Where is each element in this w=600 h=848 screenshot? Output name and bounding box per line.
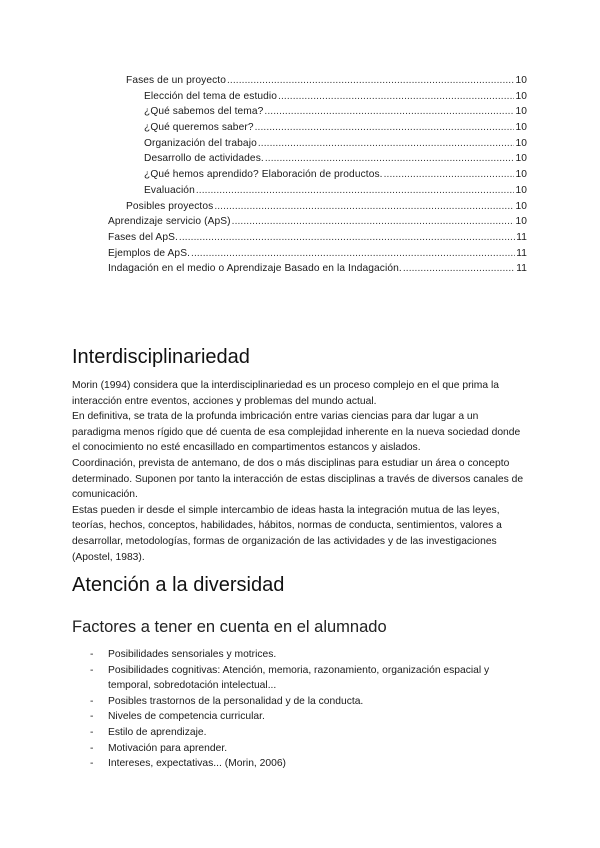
paragraph: En definitiva, se trata de la profunda imbricación entre varias ciencias para dar lugar a un paradigma menos rígido que dé cuenta de esa complejidad inherente en la nueva sociedad donde el conocimiento no esté encasillado en compartimentos estancos y aislados.: [72, 411, 521, 454]
section-interdisciplinariedad: [72, 345, 528, 565]
toc-leader-dots: [191, 246, 515, 262]
toc-leader-dots: [196, 183, 515, 199]
toc-entry[interactable]: [144, 136, 527, 152]
toc-entry[interactable]: [108, 246, 527, 262]
toc-leader-dots: [384, 167, 515, 183]
dash-bullet-icon: -: [90, 664, 94, 676]
toc-page-number: 10: [515, 200, 527, 212]
dash-bullet-icon: -: [90, 649, 94, 660]
toc-leader-dots: [258, 136, 515, 152]
toc-entry-text: Ejemplos de ApS.: [108, 247, 191, 259]
toc-page-number: 11: [516, 263, 527, 275]
toc-page-number: 10: [515, 122, 527, 134]
list-item: [72, 725, 528, 741]
toc-leader-dots: [179, 230, 515, 246]
section-heading: Atención a la diversidad: [72, 574, 285, 596]
toc-entry[interactable]: [108, 230, 527, 246]
toc-entry[interactable]: [108, 214, 527, 230]
subsection-heading: Factores a tener en cuenta en el alumnado: [72, 618, 387, 636]
paragraph: Morin (1994) considera que la interdisciplinariedad es un proceso complejo en el que prima la interacción entre eventos, acciones y problemas del mundo actual.: [72, 380, 499, 407]
dash-bullet-icon: -: [90, 742, 94, 754]
toc-page-number: 11: [516, 231, 527, 243]
list-item-text: Niveles de competencia curricular.: [108, 711, 265, 723]
toc-leader-dots: [214, 199, 514, 215]
toc-entry-text: ¿Qué queremos saber?: [144, 122, 254, 134]
toc-entry-text: ¿Qué hemos aprendido? Elaboración de productos.: [144, 169, 383, 181]
table-of-contents: [0, 73, 600, 277]
list-item: [72, 741, 528, 757]
toc-entry[interactable]: [126, 199, 527, 215]
paragraph: Estas pueden ir desde el simple intercambio de ideas hasta la integración mutua de las leyes, teorías, hechos, conceptos, habilidades, hábitos, normas de conducta, sentimientos, valores a desarrollar, metodologías, formas de organización de las actividades y de las investigaciones (Apostel, 1983).: [72, 504, 502, 563]
list-item-text: Motivación para aprender.: [108, 742, 228, 754]
toc-entry-text: Posibles proyectos: [126, 200, 214, 212]
toc-page-number: 10: [515, 216, 527, 228]
toc-leader-dots: [232, 214, 515, 230]
section-atencion-diversidad: [72, 573, 528, 772]
toc-entry-text: Evaluación: [144, 184, 195, 196]
paragraph: Coordinación, prevista de antemano, de dos o más disciplinas para estudiar un área o concepto determinado. Suponen por tanto la interacción de estas disciplinas a través de diversos canales de comunicación.: [72, 457, 524, 501]
toc-entry[interactable]: [144, 183, 527, 199]
list-item-text: Posibilidades cognitivas: Atención, memoria, razonamiento, organización espacial y temporal, sobredotación intelectual...: [108, 664, 490, 692]
toc-entry[interactable]: [144, 167, 527, 183]
toc-page-number: 10: [515, 90, 527, 102]
toc-leader-dots: [265, 151, 515, 167]
toc-entry-text: Fases de un proyecto: [126, 75, 226, 86]
toc-entry[interactable]: [144, 104, 527, 120]
list-item: [72, 663, 528, 694]
toc-page-number: 10: [515, 137, 527, 149]
toc-leader-dots: [278, 89, 514, 105]
dash-bullet-icon: -: [90, 726, 94, 738]
toc-leader-dots: [227, 73, 514, 89]
toc-entry[interactable]: [144, 120, 527, 136]
toc-entry[interactable]: [126, 73, 527, 89]
toc-page-number: 10: [515, 106, 527, 118]
toc-entry-text: Fases del ApS.: [108, 231, 178, 243]
toc-entry[interactable]: [144, 89, 527, 105]
toc-entry-text: Elección del tema de estudio: [144, 90, 278, 102]
toc-leader-dots: [255, 120, 515, 136]
dash-bullet-icon: -: [90, 695, 94, 707]
factors-list: [72, 647, 528, 772]
toc-entry[interactable]: [108, 261, 527, 277]
toc-entry[interactable]: [144, 151, 527, 167]
list-item: [72, 756, 528, 772]
toc-page-number: 10: [515, 75, 527, 86]
toc-leader-dots: [264, 104, 514, 120]
list-item-text: Intereses, expectativas... (Morin, 2006): [108, 758, 286, 770]
toc-page-number: 11: [516, 247, 527, 259]
toc-page-number: 10: [515, 169, 527, 181]
list-item-text: Posibilidades sensoriales y motrices.: [108, 649, 277, 660]
toc-entry-text: Aprendizaje servicio (ApS): [108, 216, 231, 228]
dash-bullet-icon: -: [90, 711, 94, 723]
toc-entry-text: ¿Qué sabemos del tema?: [144, 106, 264, 118]
toc-entry-text: Indagación en el medio o Aprendizaje Basado en la Indagación.: [108, 263, 402, 275]
toc-entry-text: Organización del trabajo: [144, 137, 257, 149]
toc-entry-text: Desarrollo de actividades.: [144, 153, 264, 165]
section-heading: Interdisciplinariedad: [72, 346, 250, 368]
list-item-text: Estilo de aprendizaje.: [108, 726, 207, 738]
toc-leader-dots: [403, 261, 515, 277]
list-item: [72, 694, 528, 710]
list-item: [72, 709, 528, 725]
toc-page-number: 10: [515, 184, 527, 196]
list-item-text: Posibles trastornos de la personalidad y de la conducta.: [108, 695, 364, 707]
dash-bullet-icon: -: [90, 758, 94, 770]
toc-page-number: 10: [515, 153, 527, 165]
list-item: [72, 647, 528, 663]
